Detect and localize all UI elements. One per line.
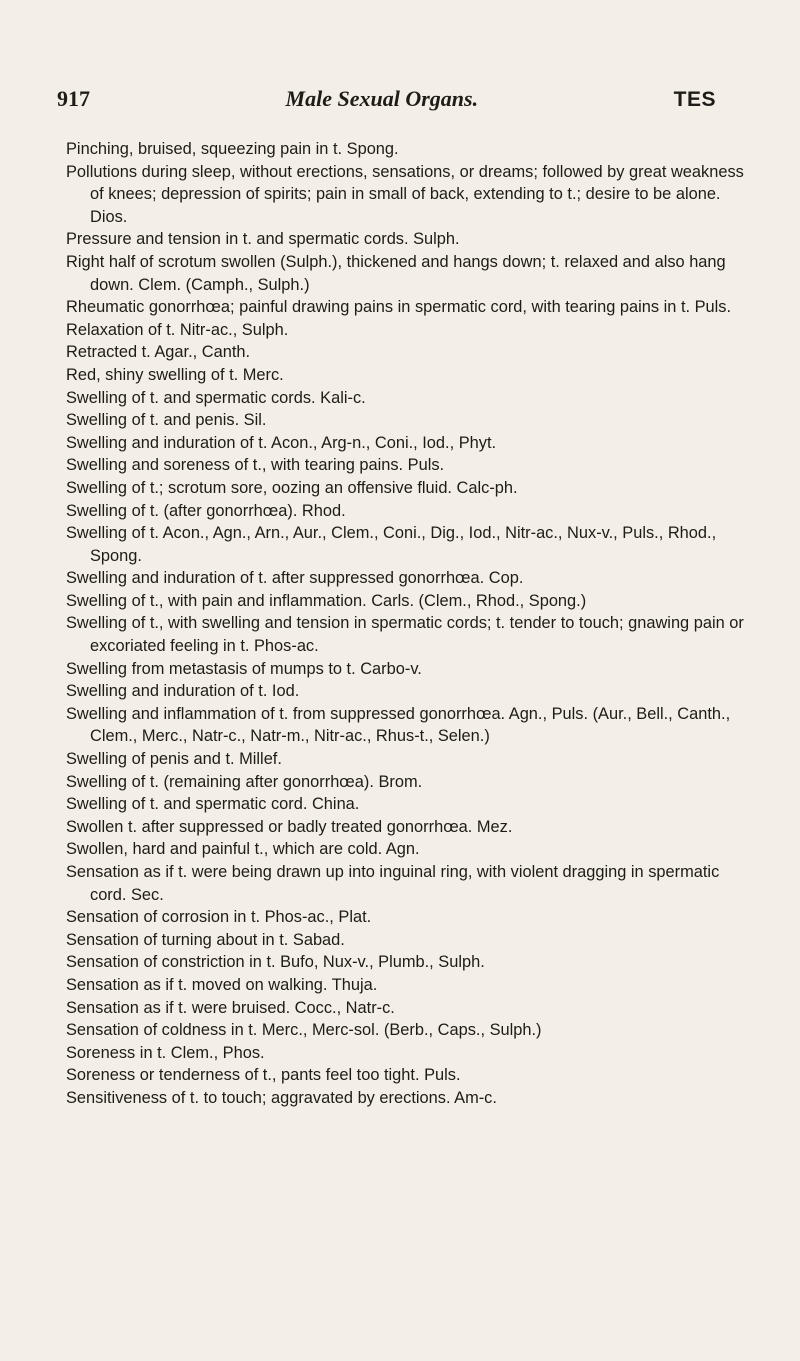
list-item: Swelling of t. Acon., Agn., Arn., Aur., Clem., Coni., Dig., Iod., Nitr-ac., Nux-v., Puls., Rhod., Spong. <box>66 524 717 565</box>
list-item: Soreness in t. Clem., Phos. <box>66 1043 265 1062</box>
list-item: Pinching, bruised, squeezing pain in t. Spong. <box>66 140 399 158</box>
list-item: Swelling of t. and penis. Sil. <box>66 411 267 430</box>
list-item: Sensation of coldness in t. Merc., Merc-sol. (Berb., Caps., Sulph.) <box>66 1021 542 1040</box>
list-item: Right half of scrotum swollen (Sulph.), thickened and hangs down; t. relaxed and also hang down. Clem. (Camph., Sulph.) <box>66 252 726 294</box>
page-number: 917 <box>57 86 90 111</box>
running-title: Male Sexual Organs. <box>285 86 479 111</box>
section-tag: TES <box>673 88 716 111</box>
list-item: Swelling and inflammation of t. from suppressed gonorrhœa. Agn., Puls. (Aur., Bell., Canth., Clem., Merc., Natr-c., Natr-m., Nitr-ac., Rhus-t., Selen.) <box>66 704 731 746</box>
list-item: Swollen t. after suppressed or badly treated gonorrhœa. Mez. <box>66 817 513 836</box>
list-item: Relaxation of t. Nitr-ac., Sulph. <box>66 320 289 339</box>
list-item: Swelling of t. and spermatic cord. China. <box>66 795 360 814</box>
list-item: Sensation of corrosion in t. Phos-ac., Plat. <box>66 908 372 927</box>
list-item: Swelling and soreness of t., with tearing pains. Puls. <box>66 456 445 475</box>
list-item: Rheumatic gonorrhœa; painful drawing pains in spermatic cord, with tearing pains in t. Puls. <box>66 298 732 317</box>
list-item: Swelling of t., with pain and inflammation. Carls. (Clem., Rhod., Spong.) <box>66 591 587 610</box>
list-item: Retracted t. Agar., Canth. <box>66 343 251 362</box>
list-item: Sensitiveness of t. to touch; aggravated by erections. Am-c. <box>66 1088 497 1107</box>
list-item: Swelling and induration of t. after suppressed gonorrhœa. Cop. <box>66 569 524 588</box>
entry-list <box>66 138 746 1110</box>
list-item: Swelling of t. (after gonorrhœa). Rhod. <box>66 501 346 520</box>
list-item: Soreness or tenderness of t., pants feel too tight. Puls. <box>66 1066 461 1085</box>
list-item: Swelling of t.; scrotum sore, oozing an offensive fluid. Calc-ph. <box>66 478 518 497</box>
list-item: Swelling of t. (remaining after gonorrhœa). Brom. <box>66 772 423 791</box>
list-item: Sensation as if t. were bruised. Cocc., Natr-c. <box>66 998 395 1017</box>
list-item: Sensation of constriction in t. Bufo, Nux-v., Plumb., Sulph. <box>66 953 485 972</box>
list-item: Pollutions during sleep, without erections, sensations, or dreams; followed by great weakness of knees; depression of spirits; pain in small of back, extending to t.; desire to be alone. Dios. <box>66 162 744 226</box>
list-item: Sensation as if t. were being drawn up into inguinal ring, with violent dragging in spermatic cord. Sec. <box>66 863 720 904</box>
list-item: Swelling from metastasis of mumps to t. Carbo-v. <box>66 659 422 678</box>
list-item: Swelling of penis and t. Millef. <box>66 750 282 769</box>
list-item: Sensation as if t. moved on walking. Thuja. <box>66 975 378 994</box>
list-item: Swelling of t. and spermatic cords. Kali-c. <box>66 388 366 407</box>
page-header <box>57 86 716 120</box>
list-item: Swelling and induration of t. Acon., Arg-n., Coni., Iod., Phyt. <box>66 433 497 452</box>
list-item: Pressure and tension in t. and spermatic cords. Sulph. <box>66 230 460 249</box>
list-item: Swollen, hard and painful t., which are cold. Agn. <box>66 840 420 859</box>
list-item: Sensation of turning about in t. Sabad. <box>66 930 345 949</box>
list-item: Swelling of t., with swelling and tension in spermatic cords; t. tender to touch; gnawing pain or excoriated feeling in t. Phos-ac. <box>66 614 744 656</box>
list-item: Red, shiny swelling of t. Merc. <box>66 365 284 384</box>
list-item: Swelling and induration of t. Iod. <box>66 682 300 701</box>
